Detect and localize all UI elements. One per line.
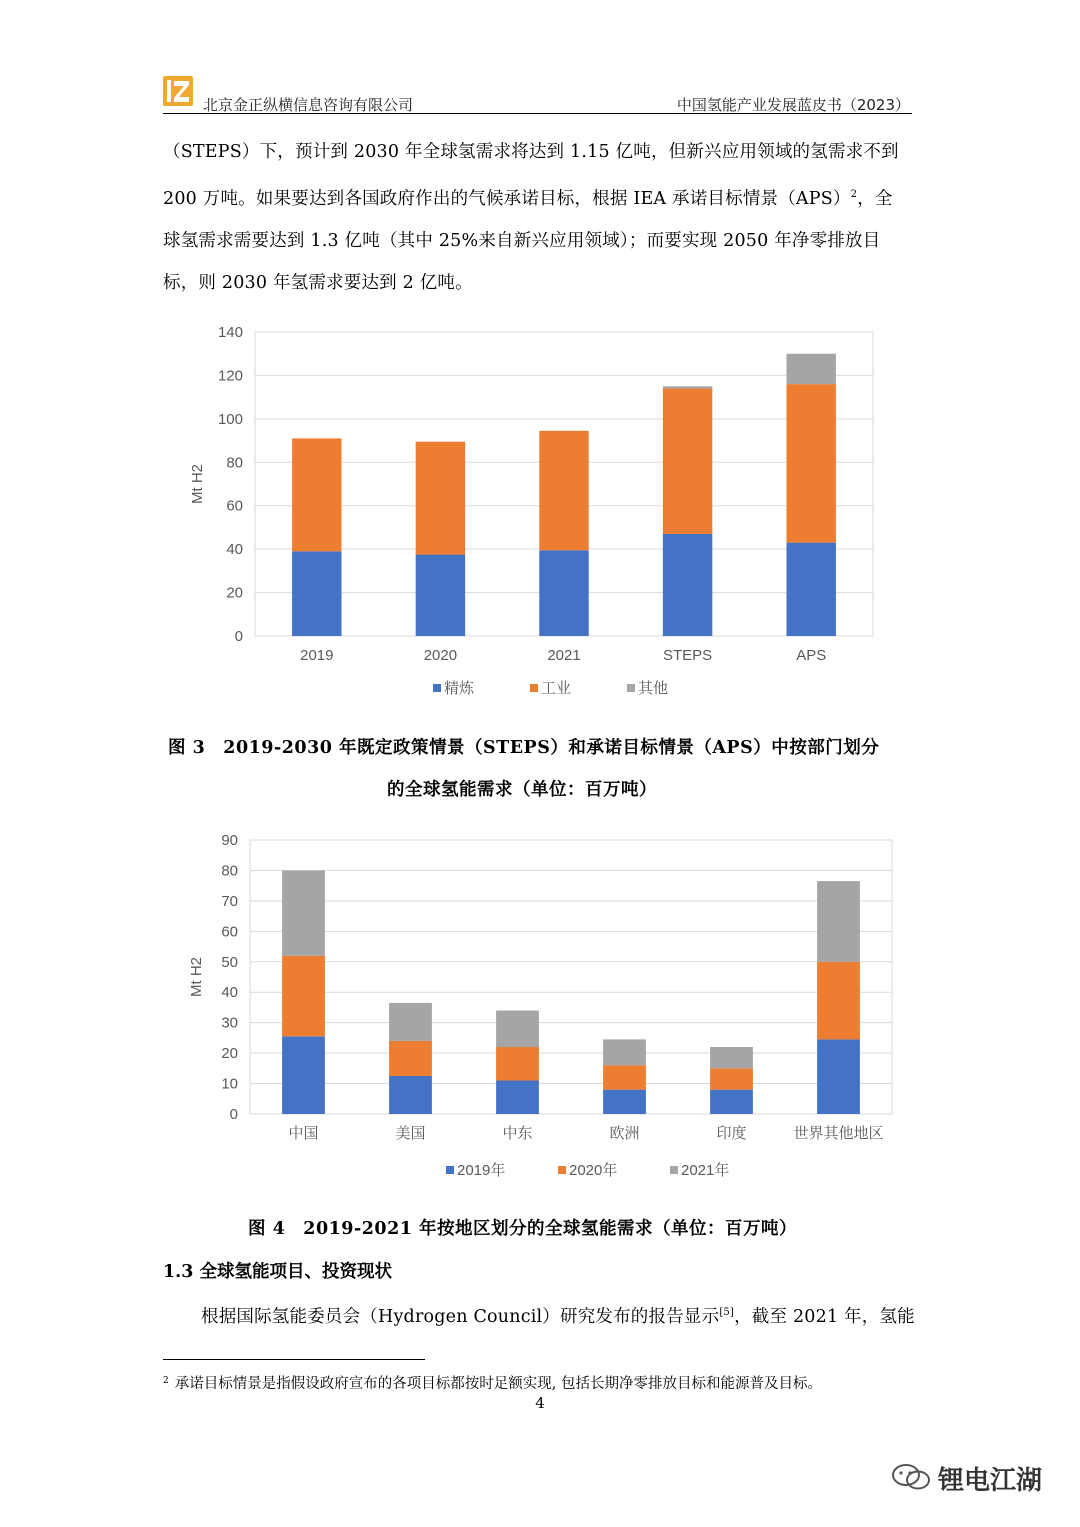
bar-segment xyxy=(786,354,835,384)
header-company: 北京金正纵横信息咨询有限公司 xyxy=(203,96,414,114)
body-paragraph-1 xyxy=(163,131,915,305)
y-tick-label: 120 xyxy=(217,367,243,385)
bar-segment xyxy=(786,543,835,636)
bar-segment xyxy=(292,438,341,551)
bar-segment xyxy=(282,870,325,955)
footnote-text: 承诺目标情景是指假设政府宣布的各项目标都按时足额实现, 包括长期净零排放目标和能源普及目标。 xyxy=(174,1376,822,1392)
chart-regional-demand xyxy=(180,826,900,1196)
bar-segment xyxy=(389,1041,432,1076)
page-number: 4 xyxy=(535,1394,545,1412)
y-tick-label: 40 xyxy=(221,984,238,1002)
bar-segment xyxy=(817,1039,860,1114)
bar-segment xyxy=(389,1003,432,1041)
y-tick-label: 140 xyxy=(217,324,243,341)
legend-label: 工业 xyxy=(541,680,572,697)
x-tick-label: APS xyxy=(796,647,827,664)
paragraph-line: 球氢需求需要达到 1.3 亿吨（其中 25%来自新兴应用领域）；而要实现 2050 年净零排放目 xyxy=(163,230,881,251)
y-tick-label: 90 xyxy=(221,832,238,849)
section-heading: 1.3 全球氢能项目、投资现状 xyxy=(163,1262,393,1282)
bar-segment xyxy=(663,386,712,388)
y-tick-label: 0 xyxy=(234,628,243,645)
x-tick-label: 2021 xyxy=(547,647,581,664)
y-tick-label: 50 xyxy=(221,953,238,971)
legend-label: 2021年 xyxy=(681,1162,730,1179)
bar-segment xyxy=(539,550,588,636)
paragraph-line xyxy=(163,1292,915,1338)
paragraph-text: ，截至 2021 年，氢能 xyxy=(734,1306,915,1327)
y-tick-label: 30 xyxy=(221,1014,238,1032)
x-tick-label: STEPS xyxy=(663,647,713,664)
legend-swatch xyxy=(446,1166,454,1174)
y-tick-label: 80 xyxy=(221,862,238,880)
legend-label: 其他 xyxy=(638,680,669,697)
figure3-caption-line2: 的全球氢能需求（单位：百万吨） xyxy=(387,780,657,800)
header-divider xyxy=(163,113,912,114)
bar-segment xyxy=(416,555,465,636)
footnote-divider xyxy=(163,1359,425,1360)
bar-segment xyxy=(710,1068,753,1089)
paragraph-text: ，全 xyxy=(857,188,893,209)
y-tick-label: 20 xyxy=(221,1045,238,1063)
y-tick-label: 60 xyxy=(226,497,243,515)
x-tick-label: 2019 xyxy=(300,647,334,664)
bar-segment xyxy=(817,881,860,962)
bar-segment xyxy=(663,534,712,636)
legend-swatch xyxy=(558,1166,566,1174)
company-logo xyxy=(163,76,193,106)
bar-segment xyxy=(389,1076,432,1114)
wechat-icon xyxy=(890,1462,934,1492)
footnote-mark: 2 xyxy=(163,1376,169,1386)
figure3-caption-line1: 图 3 2019-2030 年既定政策情景（STEPS）和承诺目标情景（APS）中按部门划分 xyxy=(168,738,880,758)
figure4-caption: 图 4 2019-2021 年按地区划分的全球氢能需求（单位：百万吨） xyxy=(248,1219,798,1239)
y-axis-label: Mt H2 xyxy=(189,463,206,505)
footnote-ref: 2 xyxy=(850,188,858,200)
bar-segment xyxy=(663,388,712,533)
bar-segment xyxy=(292,551,341,636)
bar-segment xyxy=(539,431,588,550)
legend-swatch xyxy=(433,684,441,692)
bar-segment xyxy=(496,1047,539,1080)
x-tick-label: 2020 xyxy=(423,647,458,664)
x-tick-label: 中国 xyxy=(288,1125,319,1142)
paragraph-text: 200 万吨。如果要达到各国政府作出的气候承诺目标，根据 IEA 承诺目标情景（APS） xyxy=(163,188,851,209)
y-tick-label: 40 xyxy=(226,541,243,559)
citation-ref: [5] xyxy=(719,1307,735,1318)
y-tick-label: 80 xyxy=(226,454,243,472)
paragraph-line: （STEPS）下，预计到 2030 年全球氢需求将达到 1.15 亿吨，但新兴应用领域的氢需求不到 xyxy=(163,142,899,162)
y-tick-label: 0 xyxy=(229,1106,238,1123)
bar-segment xyxy=(496,1081,539,1114)
x-tick-label: 世界其他地区 xyxy=(793,1125,884,1142)
bar-segment xyxy=(282,956,325,1037)
legend-label: 精炼 xyxy=(444,680,475,697)
paragraph-text: 根据国际氢能委员会（Hydrogen Council）研究发布的报告显示 xyxy=(201,1306,720,1327)
legend-label: 2019年 xyxy=(457,1162,506,1179)
bar-segment xyxy=(786,384,835,543)
x-tick-label: 中东 xyxy=(502,1125,533,1142)
y-axis-label: Mt H2 xyxy=(188,956,205,998)
bar-segment xyxy=(817,962,860,1040)
header-book-title: 中国氢能产业发展蓝皮书（2023） xyxy=(676,96,910,114)
plot-area xyxy=(250,840,892,1114)
x-tick-label: 印度 xyxy=(716,1125,747,1142)
paragraph-line xyxy=(163,174,915,220)
legend-swatch xyxy=(530,684,538,692)
y-tick-label: 70 xyxy=(221,892,238,910)
legend-label: 2020年 xyxy=(569,1162,618,1179)
legend-swatch xyxy=(670,1166,678,1174)
x-tick-label: 美国 xyxy=(395,1125,426,1142)
bar-segment xyxy=(603,1039,646,1065)
y-tick-label: 60 xyxy=(221,923,238,941)
bar-segment xyxy=(496,1010,539,1047)
y-tick-label: 20 xyxy=(226,584,243,602)
bar-segment xyxy=(710,1047,753,1068)
chart-sector-demand xyxy=(180,318,900,708)
y-tick-label: 100 xyxy=(217,410,243,428)
footnote xyxy=(163,1372,822,1393)
watermark-text: 锂电江湖 xyxy=(938,1466,1043,1496)
bar-segment xyxy=(282,1036,325,1114)
bar-segment xyxy=(603,1090,646,1114)
paragraph-line: 标，则 2030 年氢需求要达到 2 亿吨。 xyxy=(163,273,473,294)
x-tick-label: 欧洲 xyxy=(609,1125,640,1142)
bar-segment xyxy=(710,1090,753,1114)
body-paragraph-2 xyxy=(163,1292,915,1338)
bar-segment xyxy=(416,442,465,555)
bar-segment xyxy=(603,1065,646,1089)
legend-swatch xyxy=(627,684,635,692)
y-tick-label: 10 xyxy=(221,1075,238,1093)
